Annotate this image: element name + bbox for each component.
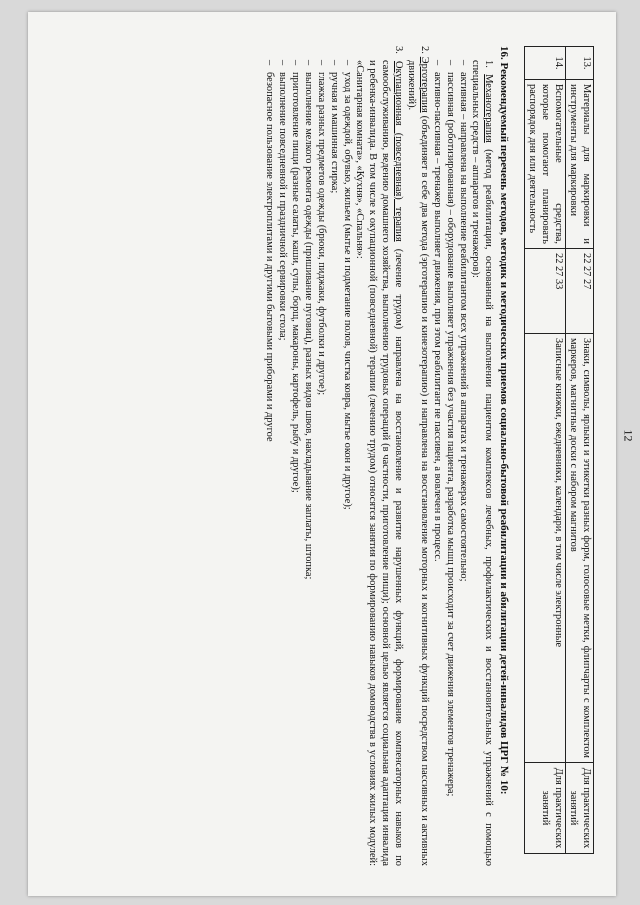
row-codes: 22 27 33 (524, 249, 565, 334)
row-codes: 22 27 27 (565, 249, 593, 334)
table-row (565, 47, 593, 854)
occupational-therapy-list (262, 46, 352, 866)
list-item: – выполнение мелкого ремонта одежды (пришивание пуговиц), разных видов швов, накладывание заплаты, штопка; (301, 60, 314, 866)
list-item: – выполнение повседневной и праздничной сервировки стола; (275, 60, 288, 866)
row-number: 14. (524, 47, 565, 80)
item-number: 1. (483, 60, 495, 68)
list-item: – активно-пассивная – тренажер выполняет движения, при этом реабилитант не пассивен, а вовлечен в процесс. (430, 60, 443, 866)
page-number: 12 (621, 429, 636, 442)
row-purpose: Для практических занятий (565, 763, 593, 854)
row-purpose: Для практических занятий (524, 763, 565, 854)
list-item: – пассивная (роботизированная) – оборудование выполняет упражнения без участия пациента, разработка мышц происходит за счет движения элементов тренажера; (443, 60, 456, 866)
item-number: 3. (393, 46, 405, 54)
item-ergotherapy (404, 46, 430, 866)
list-item: – приготовление пищи (разные салаты, каши, супы, борщ, макароны, картофель, рыбу и другое); (288, 60, 301, 866)
row-description: Записные книжки, ежедневники, календари, в том числе электронные (524, 334, 565, 763)
table-row (524, 47, 565, 854)
item-number: 2. (418, 46, 430, 54)
item-term: Эрготерапия (418, 56, 430, 113)
item-term: Механотерапия (483, 74, 495, 143)
list-item: – безопасное пользование электроплитами и другими бытовыми приборами и другое (262, 60, 275, 866)
row-number: 13. (565, 47, 593, 80)
rotated-content (28, 12, 616, 896)
item-text: (объединяет в себе два метода (эрготерапию и кинезотерапию) и направлена на восстановление моторных и когнитивных функций посредством пассивных и активных движений). (406, 60, 430, 866)
item-text: (метод реабилитации, основанный на выполнении пациентом комплексов лечебных, профилактических и восстановительных упражнений с помощью специальных средств – аппаратов и тренажеров): (470, 60, 495, 866)
section-title: 16. Рекомендуемый перечень методов, методик и методических приемов социально-бытовой реабилитации и абилитации детей-инвалидов ЦРГ № 10: (497, 46, 510, 795)
equipment-table (524, 46, 594, 854)
list-item: – ручная и машинная стирка; (327, 60, 340, 866)
row-description: Знаки, символы, ярлыки и этикетки разных форм, голосовые метки, флипчарты с комплектом маркеров, магнитные доски с набором магнитов (565, 334, 593, 763)
list-item: – глажка разных предметов одежды (брюки, пиджаки, футболки и другое); (314, 60, 327, 866)
item-occupational-therapy (353, 46, 405, 866)
list-item: – уход за одеждой, обувью, жильем (мытье и подметание полов, чистка ковра, мытье окон и другое); (340, 60, 353, 866)
item-text: (лечение трудом) направлена на восстановление и развитие нарушенных функций, формирование компенсаторных навыков по самообслуживанию, ведению домашнего хозяйства, выполнению трудовых операций (в частности, приготовление пищи); основной целью является социальная адаптация инвалида и ребенка-инвалида. В том числе к окупационной (повседневной) терапии (лечению трудом) относятся занятия по формированию навыков домоводства в условиях жилых модулей: «Санитарная комната», «Кухня», «Спальня»: (354, 60, 405, 866)
list-item: – активная – направлена на выполнение реабилитантом всех упражнений в аппаратах и тренажерах самостоятельно; (456, 60, 469, 866)
row-name: Вспомогательные средства, которые помогают планировать распорядок дня или деятельность (524, 80, 565, 249)
item-mechanotherapy (469, 46, 495, 866)
item-term: Окупационная (повседневная) терапия (393, 60, 405, 242)
row-name: Материалы для маркировки и инструменты для маркировки (565, 80, 593, 249)
document-page (28, 12, 616, 896)
mechanotherapy-list (430, 46, 469, 866)
